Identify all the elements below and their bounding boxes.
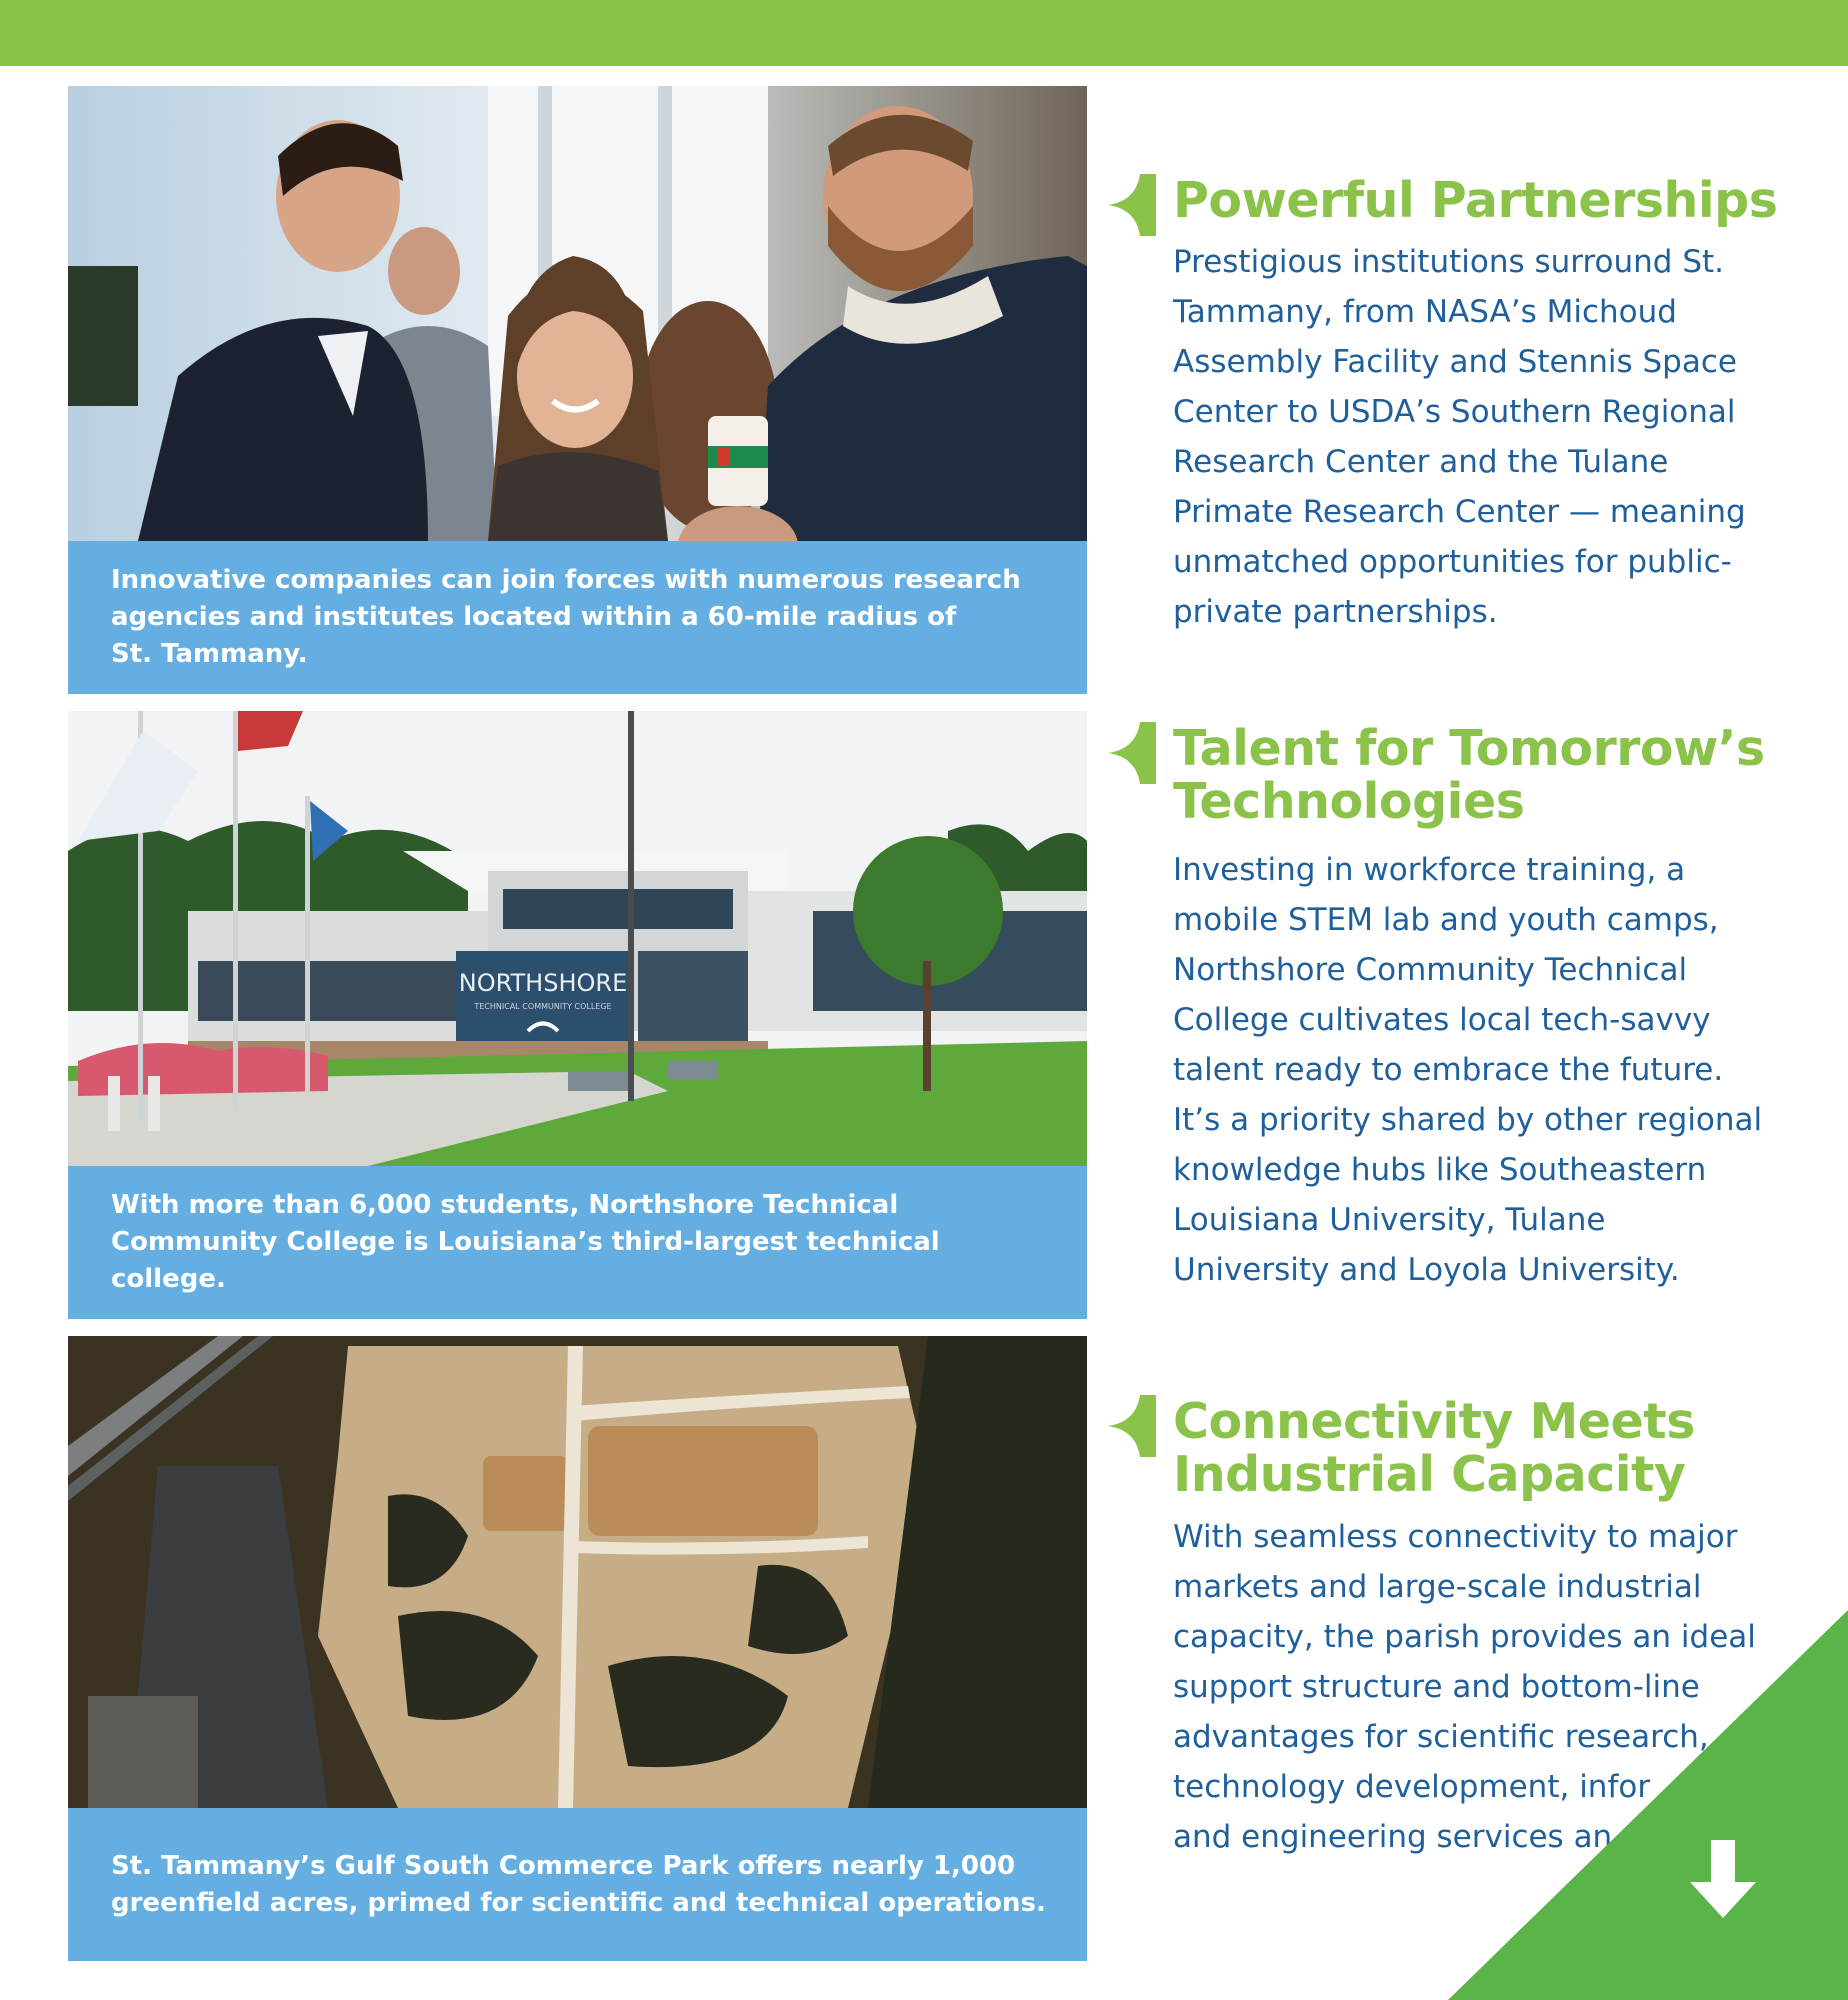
photo-block-college bbox=[68, 711, 1087, 1319]
photo-block-commerce-park bbox=[68, 1336, 1087, 1961]
section-title: Talent for Tomorrow’s Technologies bbox=[1173, 720, 1765, 830]
photo-caption-commerce-park bbox=[68, 1808, 1087, 1961]
section-body: Prestigious institutions surround St. Tammany, from NASA’s Michoud Assembly Facility and Stennis Space Center to USDA’s Southern Regional Research Center and the Tulane Primate Research Center — meaning unmatched opportunities for public- private partnerships. bbox=[1173, 244, 1746, 630]
caption-text: St. Tammany’s Gulf South Commerce Park offers nearly 1,000 greenfield acres, primed for scientific and technical operations. bbox=[111, 1850, 1046, 1918]
photo-networking bbox=[68, 86, 1087, 541]
section-body: With seamless connectivity to major markets and large-scale industrial capacity, the parish provides an ideal support structure and bottom-line advantages for scientific research, technology development, infor and engineering services an bbox=[1173, 1519, 1756, 1855]
photo-caption-networking bbox=[68, 541, 1087, 694]
section-title: Powerful Partnerships bbox=[1173, 172, 1778, 229]
photo-block-networking bbox=[68, 86, 1087, 694]
arrow-left-icon bbox=[1108, 1395, 1156, 1457]
sign-subtext: TECHNICAL COMMUNITY COLLEGE bbox=[474, 1002, 612, 1011]
section-body: Investing in workforce training, a mobile STEM lab and youth camps, Northshore Community Technical College cultivates local tech-savvy talent ready to embrace the future. It’s a priority shared by other regional knowledge hubs like Southeastern Louisiana University, Tulane University and Loyola University. bbox=[1173, 852, 1763, 1288]
caption-text: Innovative companies can join forces with numerous research agencies and institutes located within a 60-mile radius of St. Tammany. bbox=[111, 565, 1021, 669]
next-page-corner[interactable] bbox=[1448, 1610, 1848, 2000]
arrow-left-icon bbox=[1108, 174, 1156, 236]
photo-caption-college bbox=[68, 1166, 1087, 1319]
sign-text: NORTHSHORE bbox=[458, 969, 628, 997]
arrow-left-icon bbox=[1108, 722, 1156, 784]
photo-commerce-park-aerial bbox=[68, 1336, 1087, 1808]
caption-text: With more than 6,000 students, Northshore Technical Community College is Louisiana’s third-largest technical college. bbox=[111, 1190, 940, 1294]
section-title: Connectivity Meets Industrial Capacity bbox=[1173, 1393, 1695, 1503]
photo-college-campus bbox=[68, 711, 1087, 1166]
top-accent-bar bbox=[0, 0, 1848, 66]
